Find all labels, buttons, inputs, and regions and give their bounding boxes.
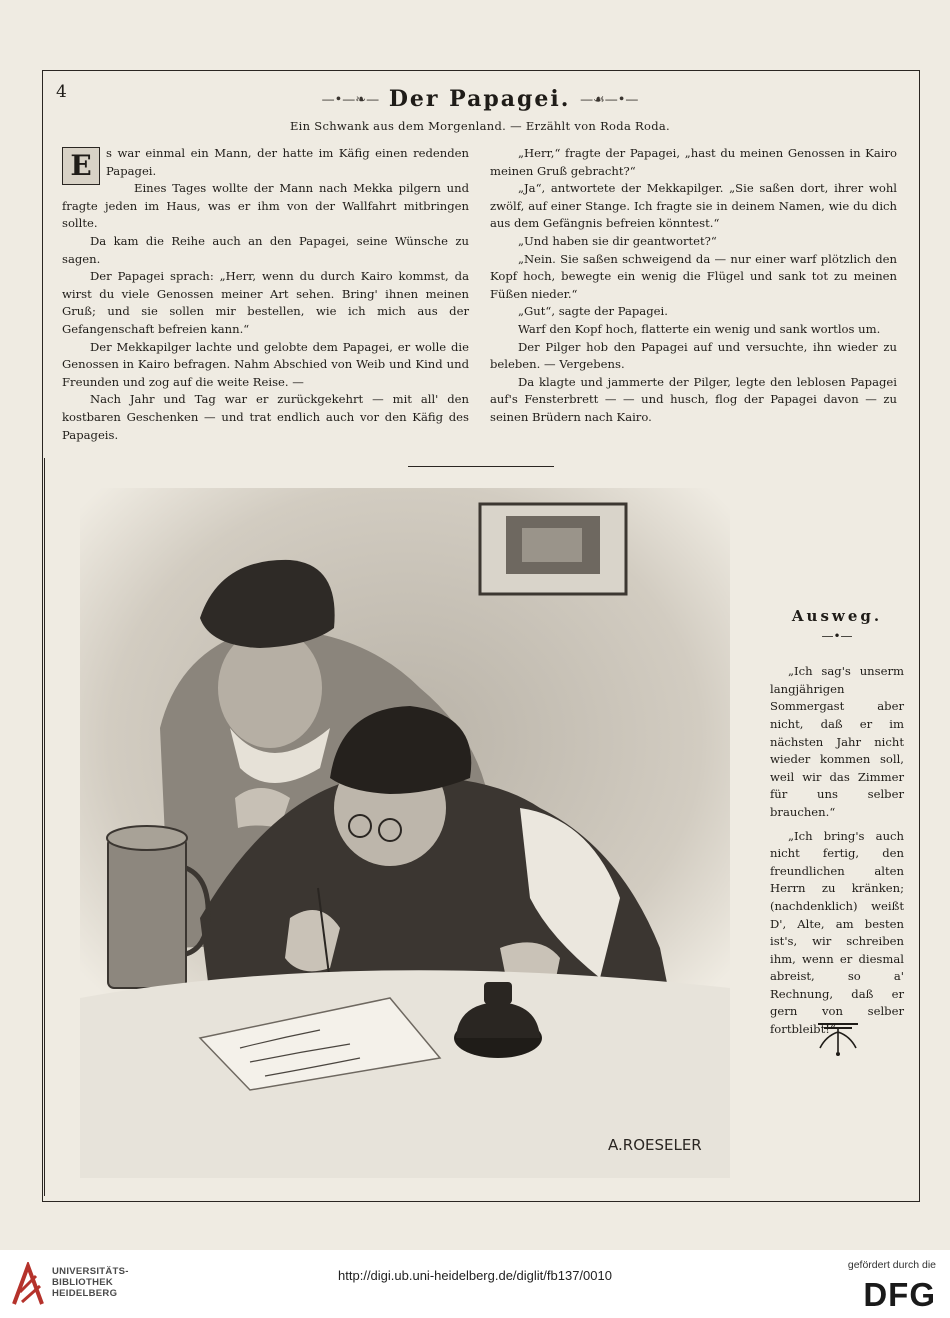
permalink-url[interactable]: http://digi.ub.uni-heidelberg.de/diglit/fb137/0010 (338, 1268, 612, 1283)
artist-signature: A.ROESELER (608, 1136, 702, 1154)
section-divider (408, 466, 554, 467)
story-paragraph: E s war einmal ein Mann, der hatte im Käfig einen redenden Papagei. (62, 145, 469, 180)
sidebar-ornament: —•— (821, 628, 853, 643)
sidebar-anecdote (770, 608, 904, 1045)
library-name-line: UNIVERSITÄTS- (52, 1266, 129, 1277)
story-paragraph: „Und haben sie dir geantwortet?“ (518, 233, 717, 248)
story-column-left (62, 145, 469, 444)
wall-picture-frame (480, 504, 626, 594)
story-paragraph: „Herr,“ fragte der Papagei, „hast du meinen Genossen in Kairo meinen Gruß gebracht?“ (490, 146, 897, 178)
story-paragraph: Da kam die Reihe auch an den Papagei, seine Wünsche zu sagen. (62, 233, 469, 266)
story-paragraph: Eines Tages wollte der Mann nach Mekka pilgern und fragte jeden im Haus, was er ihm von der Wallfahrt mitbringen sollte. (62, 181, 469, 231)
library-name-line: HEIDELBERG (52, 1288, 118, 1299)
story-paragraph: „Gut“, sagte der Papagei. (518, 304, 668, 319)
illustration-two-men-writing (60, 478, 750, 1188)
tailpiece-ornament-icon (814, 1018, 862, 1058)
story-paragraph: Der Mekkapilger lachte und gelobte dem Papagei, er wolle die Genossen in Kairo befragen. Nahm Abschied von Weib und Kind und Freunden und zog auf die weite Reise. — (62, 339, 469, 389)
sidebar-paragraph: „Ich sag's unserm langjährigen Sommergast aber nicht, daß er im nächsten Jahr nicht wieder kommen soll, weil wir das Zimmer für uns selber brauchen.“ (770, 664, 904, 819)
story-paragraph: Der Papagei sprach: „Herr, wenn du durch Kairo kommst, da wirst du viele Genossen meiner Art sehen. Bring' ihnen meinen Gruß; und sie sollen mir bestellen, wie ich mich aus der Gefangenschaft befreien kann.“ (62, 269, 469, 336)
dfg-logo[interactable]: DFG (863, 1276, 936, 1313)
article-title: Der Papagei. (388, 86, 571, 112)
drop-cap: E (62, 147, 100, 185)
story-paragraph: „Ja“, antwortete der Mekkapilger. „Sie saßen dort, ihrer wohl zwölf, auf einer Stange. Ich fragte sie in deinem Namen, wie du dich aus dem Gefängnis befreien könntest.“ (490, 181, 897, 231)
viewer-footer (0, 1250, 950, 1318)
funding-label: gefördert durch die (847, 1259, 936, 1271)
sidebar-paragraph: „Ich bring's auch nicht fertig, den freundlichen alten Herrn zu kränken; (nachdenklich) weißt D', Alte, am besten ist's, wir schreiben ihm, wenn er diesmal abreist, so a' Rechnung, daß er gern von selber fortbleibt!“ (770, 828, 904, 1037)
library-name-line: BIBLIOTHEK (52, 1277, 114, 1288)
story-paragraph: Nach Jahr und Tag war er zurückgekehrt — mit all' den kostbaren Geschenken — und trat endlich auch vor den Käfig des Papageis. (62, 392, 469, 442)
story-paragraph: Warf den Kopf hoch, flatterte ein wenig und sank wortlos um. (518, 321, 881, 336)
article-subtitle: Ein Schwank aus dem Morgenland. — Erzählt von Roda Roda. (289, 119, 671, 133)
title-ornament-right: —☙—•— (580, 92, 639, 108)
page-number: 4 (56, 82, 67, 102)
story-paragraph: Der Pilger hob den Papagei auf und versuchte, ihn wieder zu beleben. — Vergebens. (490, 339, 897, 372)
story-column-right (490, 145, 897, 427)
article-title-row (42, 86, 918, 112)
title-ornament-left: —•—❧— (321, 92, 380, 108)
story-paragraph: „Nein. Sie saßen schweigend da — nur einer warf plötzlich den Kopf hoch, bewegte ein wenig die Flügel und sank tot zu meinen Füßen nieder.“ (490, 251, 897, 301)
sidebar-title: Ausweg. (791, 607, 883, 625)
story-paragraph: Da klagte und jammerte der Pilger, legte den leblosen Papagei auf's Fensterbrett — — und husch, flog der Papagei davon — zu seinen Brüdern nach Kairo. (490, 374, 897, 424)
